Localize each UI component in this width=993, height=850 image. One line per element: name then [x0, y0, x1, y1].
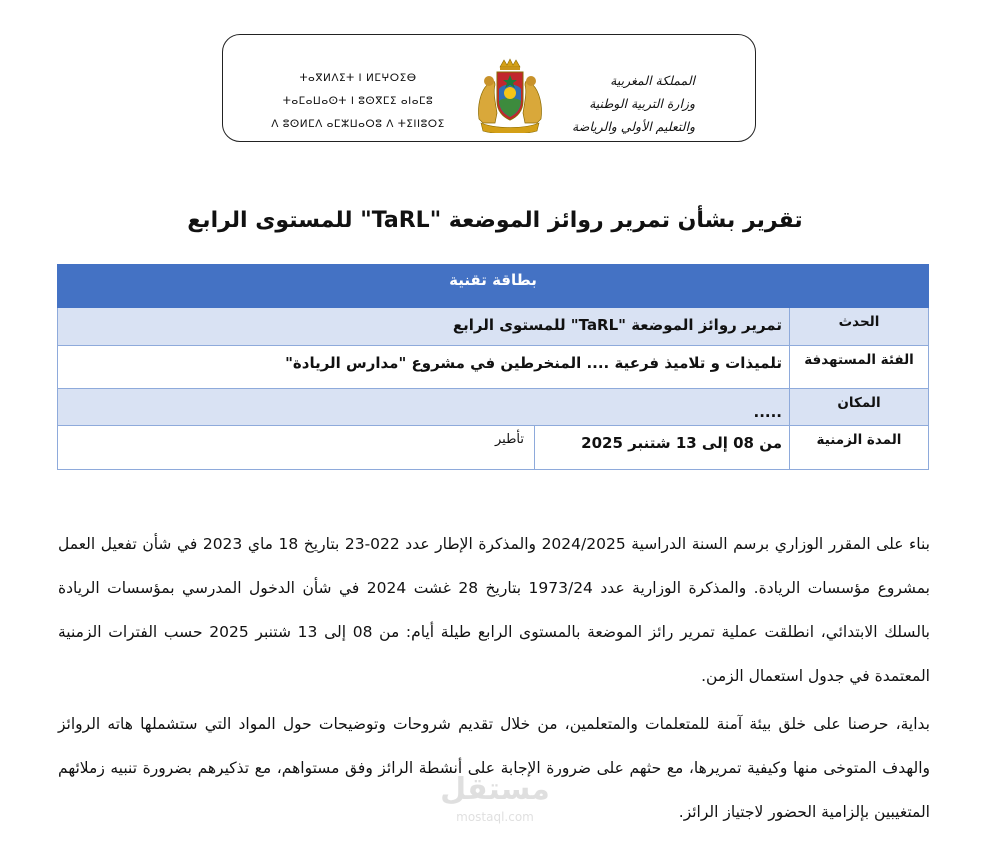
watermark-arabic: مستقل — [440, 772, 550, 807]
tifinagh-line-3: ⴷ ⵓⵙⵍⵎⴷ ⴰⵎⵣⵡⴰⵔⵓ ⴷ ⵜⵉⵏⵏⵓⵔⵉ — [271, 118, 445, 130]
arabic-line-2: وزارة التربية الوطنية — [589, 96, 695, 111]
card-value-duration: من 08 إلى 13 شتنبر 2025 — [581, 434, 782, 452]
card-row-event — [57, 308, 929, 346]
technical-card-header: بطاقة تقنية — [57, 264, 929, 308]
moroccan-coat-of-arms-icon — [473, 57, 547, 133]
card-label-event: الحدث — [789, 308, 928, 345]
body-paragraph-1: بناء على المقرر الوزاري برسم السنة الدراسية 2024/2025 والمذكرة الإطار عدد 022-23 بتاريخ 18 ماي 2023 في شأن تفعيل العمل بمشروع مؤسسات الريادة. والمذكرة الوزارية عدد 1973/24 بتاريخ 28 غشت 2024 في شأن الدخول المدرسي بمؤسسات الريادة بالسلك الابتدائي، انطلقت عملية تمرير رائز الموضعة بالمستوى الرابع طيلة أيام: من 08 إلى 13 شتنبر 2025 حسب الفترات الزمنية المعتمدة في جدول استعمال الزمن. — [58, 535, 930, 685]
arabic-line-1: المملكة المغربية — [610, 73, 695, 88]
body-paragraph-2: بداية، حرصنا على خلق بيئة آمنة للمتعلمات والمتعلمين، من خلال تقديم شروحات وتوضيحات حول المواد التي ستشملها هاته الروائز والهدف المتوخى منها وكيفية تمريرها، مع حثهم على ضرورة الإجابة على أنشطة الرائز وفق مستواهم، مع تذكيرهم بضرورة تنبيه زملائهم المتغيبين بإلزامية الحضور لاجتياز الرائز. — [58, 715, 930, 821]
tifinagh-header — [263, 67, 453, 136]
letterhead-box — [222, 34, 756, 142]
card-row-target — [57, 346, 929, 389]
card-label-duration: المدة الزمنية — [789, 426, 928, 469]
card-value-target: تلميذات و تلاميذ فرعية .... المنخرطين في مشروع "مدارس الريادة" — [285, 354, 782, 372]
card-value-place: ..... — [753, 403, 782, 421]
arabic-header — [545, 69, 695, 138]
report-title: تقرير بشأن تمرير روائز الموضعة "TaRL" للمستوى الرابع — [187, 208, 803, 233]
card-value-event: تمرير روائز الموضعة "TaRL" للمستوى الرابع — [452, 316, 782, 334]
card-label-target: الفئة المستهدفة — [789, 346, 928, 388]
card-label-place: المكان — [789, 389, 928, 425]
card-row-duration — [57, 426, 929, 470]
watermark-logo — [440, 770, 550, 840]
tifinagh-line-2: ⵜⴰⵎⴰⵡⴰⵙⵜ ⵏ ⵓⵙⴳⵎⵉ ⴰⵏⴰⵎⵓ — [282, 95, 434, 107]
watermark-latin: mostaql.com — [456, 810, 534, 824]
arabic-line-3: والتعليم الأولي والرياضة — [572, 119, 695, 134]
card-row-place — [57, 389, 929, 426]
tifinagh-line-1: ⵜⴰⴳⵍⴷⵉⵜ ⵏ ⵍⵎⵖⵔⵉⴱ — [299, 72, 417, 84]
card-cell-divider — [534, 426, 535, 469]
card-extra-supervision: تأطير — [494, 432, 524, 447]
